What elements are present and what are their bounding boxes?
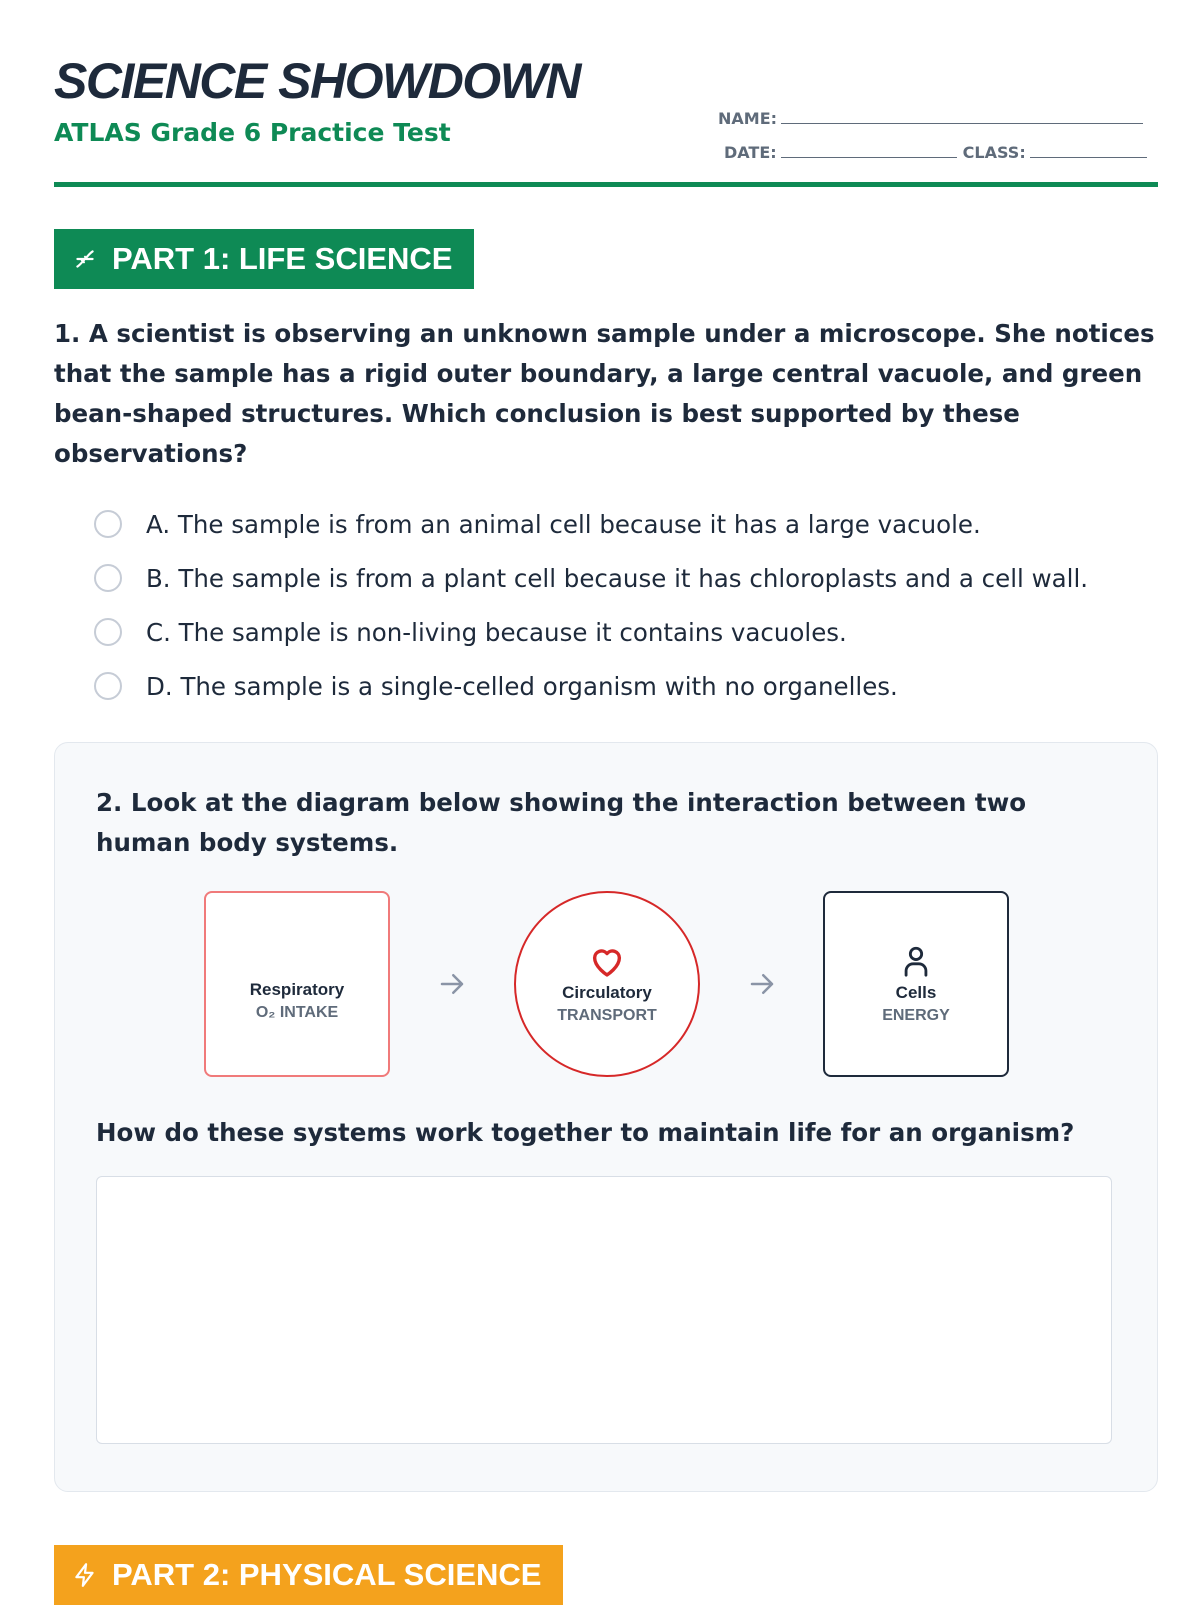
question-2-card [54,742,1158,1492]
heart-icon [588,944,626,978]
respiratory-node [204,891,390,1077]
part2-banner [54,1545,563,1605]
name-field[interactable] [781,123,1143,124]
radio-button[interactable] [94,672,122,700]
node-name: Respiratory [249,980,345,999]
option-label: B. The sample is from a plant cell because it has chloroplasts and a cell wall. [146,563,1089,593]
page-subtitle: ATLAS Grade 6 Practice Test [54,118,451,147]
student-info-fields [718,94,1158,162]
option-d[interactable] [94,659,1154,713]
name-field-row [718,94,1158,128]
node-name: Cells [895,983,937,1002]
dna-icon [72,246,98,272]
arrow-right-icon [747,969,777,999]
worksheet-header [54,0,1158,190]
node-name: Circulatory [562,983,652,1002]
class-label: CLASS: [962,143,1026,162]
question-2-text: 2. Look at the diagram below showing the interaction between two human body systems. [96,788,1027,857]
part2-label: PART 2: PHYSICAL SCIENCE [112,1557,542,1592]
node-sublabel: ENERGY [882,1007,950,1024]
option-label: D. The sample is a single-celled organism with no organelles. [146,671,898,701]
name-label: NAME: [718,109,778,128]
option-label: A. The sample is from an animal cell because it has a large vacuole. [146,509,981,539]
worksheet-page [54,0,1158,1592]
radio-button[interactable] [94,564,122,592]
body-systems-diagram [55,891,1159,1081]
lightning-icon [72,1562,98,1588]
option-label: C. The sample is non-living because it contains vacuoles. [146,617,847,647]
header-divider [54,182,1158,187]
part1-banner [54,229,474,289]
node-sublabel: TRANSPORT [557,1007,657,1024]
person-icon [899,943,933,979]
cells-node [823,891,1009,1077]
question-1-text: 1. A scientist is observing an unknown sample under a microscope. She notices that the sample has a rigid outer boundary, a large central vacuole, and green bean-shaped structures. Which conclusion is best supported by these observations? [54,319,1155,468]
answer-textarea[interactable] [96,1176,1112,1444]
date-label: DATE: [724,143,777,162]
arrow-right-icon [437,969,467,999]
radio-button[interactable] [94,510,122,538]
page-title: SCIENCE SHOWDOWN [54,53,580,109]
radio-button[interactable] [94,618,122,646]
option-c[interactable] [94,605,1154,659]
option-b[interactable] [94,551,1154,605]
circulatory-node [514,891,700,1077]
date-field[interactable] [781,157,957,158]
part1-label: PART 1: LIFE SCIENCE [112,241,453,276]
node-sublabel: O₂ INTAKE [255,1004,339,1021]
question-1-options [94,497,1154,713]
question-2-prompt: How do these systems work together to maintain life for an organism? [96,1118,1075,1147]
date-class-field-row [718,128,1158,162]
class-field[interactable] [1030,157,1147,158]
option-a[interactable] [94,497,1154,551]
